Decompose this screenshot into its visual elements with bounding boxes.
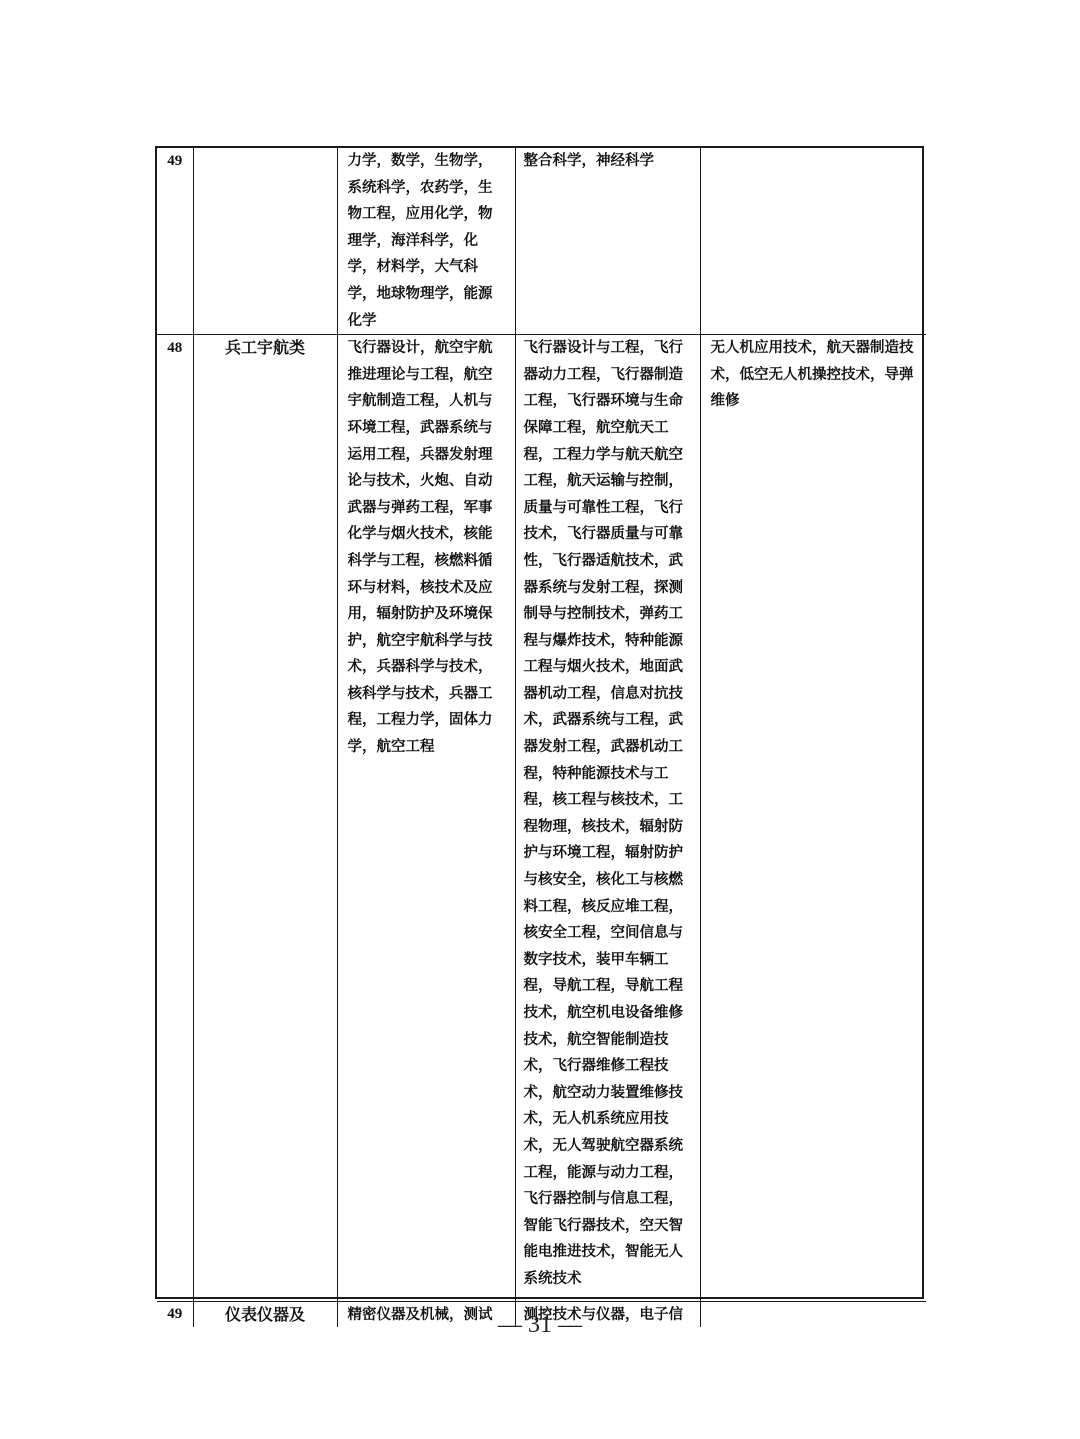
vocational-majors-cell: 无人机应用技术，航天器制造技术，低空无人机操控技术，导弹维修: [700, 335, 926, 1302]
page-number: — 31 —: [498, 1312, 582, 1338]
undergraduate-majors-cell: 整合科学，神经科学: [515, 148, 700, 335]
table-row: [157, 148, 926, 335]
category-cell: 仪表仪器及: [193, 1302, 337, 1328]
vocational-majors-cell: [700, 148, 926, 335]
graduate-majors-cell: 力学，数学，生物学，系统科学，农药学，生物工程，应用化学，物理学，海洋科学，化学，材料学，大气科学，地球物理学，能源化学: [337, 148, 515, 335]
category-cell: [193, 148, 337, 335]
graduate-majors-cell: 精密仪器及机械，测试: [337, 1302, 515, 1328]
undergraduate-majors-cell: 飞行器设计与工程，飞行器动力工程，飞行器制造工程，飞行器环境与生命保障工程，航空航天工程，工程力学与航天航空工程，航天运输与控制，质量与可靠性工程，飞行技术，飞行器质量与可靠性，飞行器适航技术，武器系统与发射工程，探测制导与控制技术，弹药工程与爆炸技术，特种能源工程与烟火技术，地面武器机动工程，信息对抗技术，武器系统与工程，武器发射工程，武器机动工程，特种能源技术与工程，核工程与核技术，工程物理，核技术，辐射防护与环境工程，辐射防护与核安全，核化工与核燃料工程，核反应堆工程，核安全工程，空间信息与数字技术，装甲车辆工程，导航工程，导航工程技术，航空机电设备维修技术，航空智能制造技术，飞行器维修工程技术，航空动力装置维修技术，无人机系统应用技术，无人驾驶航空器系统工程，能源与动力工程，飞行器控制与信息工程，智能飞行器技术，空天智能电推进技术，智能无人系统技术: [515, 335, 700, 1302]
undergraduate-majors-cell: 测控技术与仪器，电子信: [515, 1302, 700, 1328]
category-cell: 兵工宇航类: [193, 335, 337, 1302]
row-number: 49: [157, 148, 193, 335]
graduate-majors-cell: 飞行器设计，航空宇航推进理论与工程，航空宇航制造工程，人机与环境工程，武器系统与运用工程，兵器发射理论与技术，火炮、自动武器与弹药工程，军事化学与烟火技术，核能科学与工程，核燃料循环与材料，核技术及应用，辐射防护及环境保护，航空宇航科学与技术，兵器科学与技术，核科学与技术，兵器工程，工程力学，固体力学，航空工程: [337, 335, 515, 1302]
row-number: 49: [157, 1302, 193, 1328]
table-row: [157, 335, 926, 1302]
major-catalog-table: [157, 148, 926, 1327]
row-number: 48: [157, 335, 193, 1302]
